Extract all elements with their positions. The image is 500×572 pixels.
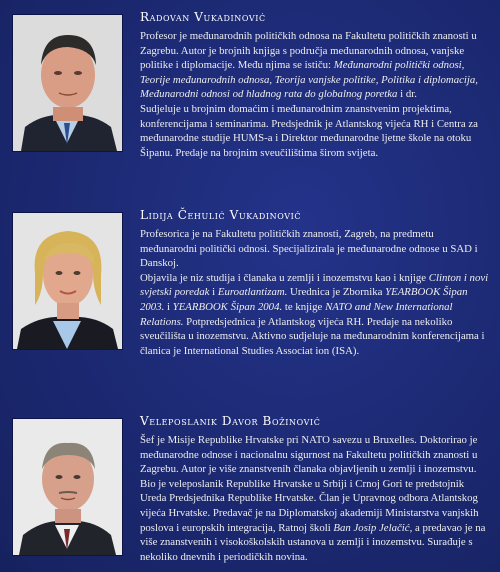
italic-title-run: YEARBOOK Šipan 2003. bbox=[140, 286, 468, 313]
bio-paragraph bbox=[140, 102, 493, 160]
text-run: Šef je Misije Republike Hrvatske pri NATO savezu u Bruxelles. Doktorirao je međunarodne odnose i nacionalnu sigurnost na Fakultetu političkih znanosti u Zagrebu. Autor je više znanstvenih članaka objavljenih u zemlji i inozemstvu. Bio je veleposlanik Republike Hrvatske u Srbiji i Crnoj Gori te predstojnik Ureda Predsjednika Republike Hrvatske. Član je Upravnog odbora Atlantskog vijeća Hrvatske. Predavač je na Diplomatskoj akademiji Ministarstva vanjskih poslova i europskih integracija, Ratnoj školi bbox=[140, 434, 479, 534]
text-run: a predavao je na više znanstvenih i visokoškolskih ustanova u zemlji i inozemstvu. Surađuje s nekoliko dnevnih i periodičkih novina. bbox=[140, 521, 486, 563]
italic-title-run: YEARBOOK Šipan 2004. bbox=[172, 300, 283, 313]
bio-name: Veleposlanik Davor Božinović bbox=[140, 414, 321, 428]
italic-title-run: Ban Josip Jelačić, bbox=[333, 521, 413, 534]
text-run: i bbox=[164, 300, 173, 313]
bio-paragraph bbox=[140, 271, 493, 359]
italic-title-run: Clinton i novi svjetski poredak bbox=[140, 271, 489, 299]
portrait-photo-radovan-vukadinovic bbox=[12, 14, 123, 152]
portrait-photo-lidija-cehulic-vukadinovic bbox=[12, 212, 123, 350]
portrait-photo-davor-bozinovic bbox=[12, 418, 123, 556]
bio-paragraph bbox=[140, 227, 493, 271]
text-run: i bbox=[209, 286, 218, 299]
text-run: te knjige bbox=[282, 300, 326, 313]
text-run: i dr. bbox=[397, 88, 417, 101]
bio-name: Radovan Vukadinović bbox=[140, 10, 266, 24]
italic-title-run: Euroatlantizam. bbox=[217, 286, 288, 299]
text-run: Objavila je niz studija i članaka u zemlji i inozemstvu kao i knjige bbox=[140, 271, 429, 284]
bio-paragraph bbox=[140, 433, 493, 564]
text-run: Urednica je Zbornika bbox=[287, 286, 386, 299]
text-run: Profesor je međunarodnih političkih odnosa na Fakultetu političkih znanosti u Zagrebu. Autor je brojnih knjiga s područja međunarodnih odnosa, vanjske politike i diplomacije. Među njima se ističu: bbox=[140, 30, 477, 72]
bio-paragraph bbox=[140, 29, 493, 102]
bio-name: Lidija Čehulić Vukadinović bbox=[140, 208, 302, 222]
italic-title-run: Međunarodni politički odnosi, Teorije međunarodnih odnosa, Teorija vanjske politike, Politika i diplomacija, Međunarodni odnosi od hladnog rata do globalnog poretka bbox=[140, 59, 478, 101]
text-run: Potpredsjednica je Atlantskog vijeća RH. Predaje na nekoliko sveučilišta u inozemstvu. Aktivno sudjeluje na međunarodnim konferencijama i članica je International Studies Associat ion (ISA). bbox=[140, 315, 485, 357]
text-run: Sudjeluje u brojnim domaćim i međunarodnim znanstvenim projektima, konferencijama i seminarima. Predsjednik je Atlantskog vijeća RH i Centra za međunarodne studije HUMS-a i Direktor međunarodne ljetne škole na otoku Šipanu. Predaje na brojnim sveučilištima širom svijeta. bbox=[140, 102, 478, 159]
italic-title-run: NATO and New International Relations. bbox=[140, 300, 453, 328]
text-run: Profesorica je na Fakultetu političkih znanosti, Zagreb, na predmetu međunarodni politički odnosi. Specijalizirala je međunarodne odnose u SAD i Danskoj. bbox=[140, 228, 478, 270]
